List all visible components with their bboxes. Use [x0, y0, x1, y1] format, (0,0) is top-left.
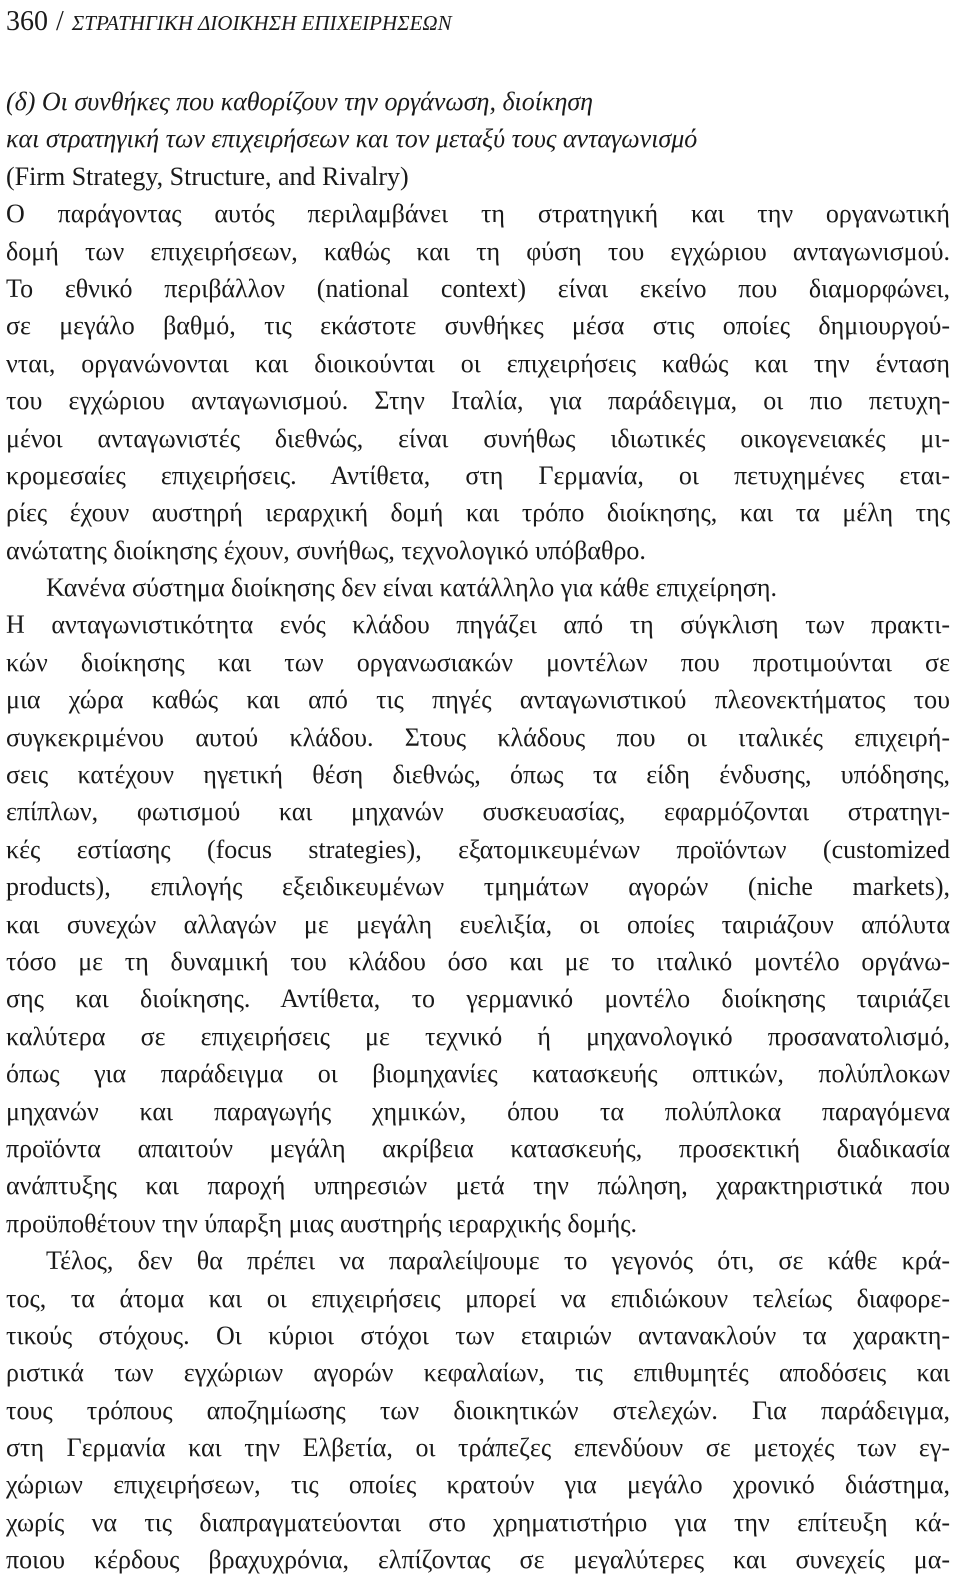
text-line: συγκεκριμένου αυτού κλάδου. Στους κλάδους που οι ιταλικές επιχειρή- — [6, 722, 950, 752]
text-line: Τέλος, δεν θα πρέπει να παραλείψουμε το γεγονός ότι, σε κάθε κρά- — [46, 1246, 950, 1276]
text-line: κών διοίκησης και των οργανωσιακών μοντέλων που προτιμούνται σε — [6, 647, 950, 677]
text-line: κρομεσαίες επιχειρήσεις. Αντίθετα, στη Γερμανία, οι πετυχημένες εται- — [6, 460, 950, 490]
text-line: καλύτερα σε επιχειρήσεις με τεχνικό ή μηχανολογικό προσανατολισμό, — [6, 1021, 950, 1051]
text-line: όπως για παράδειγμα οι βιομηχανίες κατασκευής οπτικών, πολύπλοκων — [6, 1059, 950, 1089]
text-line: και συνεχών αλλαγών με μεγάλη ευελιξία, οι οποίες ταιριάζουν απόλυτα — [6, 909, 950, 939]
page-header — [6, 2, 452, 43]
text-line: ριστικά των εγχώριων αγορών κεφαλαίων, τις επιθυμητές αποδόσεις και — [6, 1358, 950, 1388]
text-line: Το εθνικό περιβάλλον (national context) είναι εκείνο που διαμορφώνει, — [6, 273, 950, 303]
text-line: ανάπτυξης και παροχή υπηρεσιών μετά την πώληση, χαρακτηριστικά που — [6, 1171, 950, 1201]
page-number: 360 — [6, 6, 48, 37]
text-line: σης και διοίκησης. Αντίθετα, το γερμανικό μοντέλο διοίκησης ταιριάζει — [6, 984, 950, 1014]
text-line: ρίες έχουν αυστηρή ιεραρχική δομή και τρόπο διοίκησης, και τα μέλη της — [6, 498, 950, 528]
text-line: ανώτατης διοίκησης έχουν, συνήθως, τεχνολογικό υπόβαθρο. — [6, 535, 646, 565]
text-line: χώριων επιχειρήσεων, τις οποίες κρατούν για μεγάλο χρονικό διάστημα, — [6, 1470, 950, 1500]
text-line: products), επιλογής εξειδικευμένων τμημάτων αγορών (niche markets), — [6, 872, 950, 902]
running-title: ΣΤΡΑΤΗΓΙΚΗ ΔΙΟΙΚΗΣΗ ΕΠΙΧΕΙΡΗΣΕΩΝ — [71, 11, 452, 35]
body-text — [6, 83, 950, 1579]
section-heading-line: (δ) Οι συνθήκες που καθορίζουν την οργάνωση, διοίκηση — [6, 87, 594, 116]
text-line: Ο παράγοντας αυτός περιλαμβάνει τη στρατηγική και την οργανωτική — [6, 199, 950, 229]
text-line: μια χώρα καθώς και από τις πηγές ανταγωνιστικού πλεονεκτήματος του — [6, 685, 950, 715]
text-line: μένοι ανταγωνιστές διεθνώς, είναι συνήθως ιδιωτικές οικογενειακές μι- — [6, 423, 950, 453]
text-line: νται, οργανώνονται και διοικούνται οι επιχειρήσεις καθώς και την ένταση — [6, 348, 950, 378]
text-line: δομή των επιχειρήσεων, καθώς και τη φύση του εγχώριου ανταγωνισμού. — [6, 236, 950, 266]
text-line: τόσο με τη δυναμική του κλάδου όσο και με το ιταλικό μοντέλο οργάνω- — [6, 946, 950, 976]
text-line: προϊόντα απαιτούν μεγάλη ακρίβεια κατασκευής, προσεκτική διαδικασία — [6, 1133, 950, 1163]
header-separator: / — [56, 6, 64, 37]
text-line: στη Γερμανία και την Ελβετία, οι τράπεζες επενδύουν σε μετοχές των εγ- — [6, 1433, 950, 1463]
section-heading-line: και στρατηγική των επιχειρήσεων και τον μεταξύ τους ανταγωνισμό — [6, 124, 698, 154]
section-heading-english: (Firm Strategy, Structure, and Rivalry) — [6, 161, 409, 191]
text-line: σε μεγάλο βαθμό, τις εκάστοτε συνθήκες μέσα στις οποίες δημιουργού- — [6, 311, 950, 341]
text-line: ποιου κέρδους βραχυχρόνια, ελπίζοντας σε μεγαλύτερες και συνεχείς μα- — [6, 1545, 950, 1575]
text-line: του εγχώριου ανταγωνισμού. Στην Ιταλία, για παράδειγμα, οι πιο πετυχη- — [6, 386, 950, 416]
text-line: μηχανών και παραγωγής χημικών, όπου τα πολύπλοκα παραγόμενα — [6, 1096, 950, 1126]
text-line: Η ανταγωνιστικότητα ενός κλάδου πηγάζει από τη σύγκλιση των πρακτι- — [6, 610, 950, 640]
text-line: προϋποθέτουν την ύπαρξη μιας αυστηρής ιεραρχικής δομής. — [6, 1208, 638, 1238]
text-line: τους τρόπους αποζημίωσης των διοικητικών στελεχών. Για παράδειγμα, — [6, 1395, 950, 1425]
text-line: τικούς στόχους. Οι κύριοι στόχοι των εταιριών αντανακλούν τα χαρακτη- — [6, 1320, 950, 1350]
text-line: Κανένα σύστημα διοίκησης δεν είναι κατάλληλο για κάθε επιχείρηση. — [46, 573, 777, 603]
text-line: τος, τα άτομα και οι επιχειρήσεις μπορεί να επιδιώκουν τελείως διαφορε- — [6, 1283, 950, 1313]
text-line: σεις κατέχουν ηγετική θέση διεθνώς, όπως τα είδη ένδυσης, υπόδησης, — [6, 760, 950, 790]
text-line: επίπλων, φωτισμού και μηχανών συσκευασίας, εφαρμόζονται στρατηγι- — [6, 797, 950, 827]
text-line: κές εστίασης (focus strategies), εξατομικευμένων προϊόντων (customized — [6, 834, 950, 864]
text-line: χωρίς να τις διαπραγματεύονται στο χρηματιστήριο για την επίτευξη κά- — [6, 1507, 950, 1537]
